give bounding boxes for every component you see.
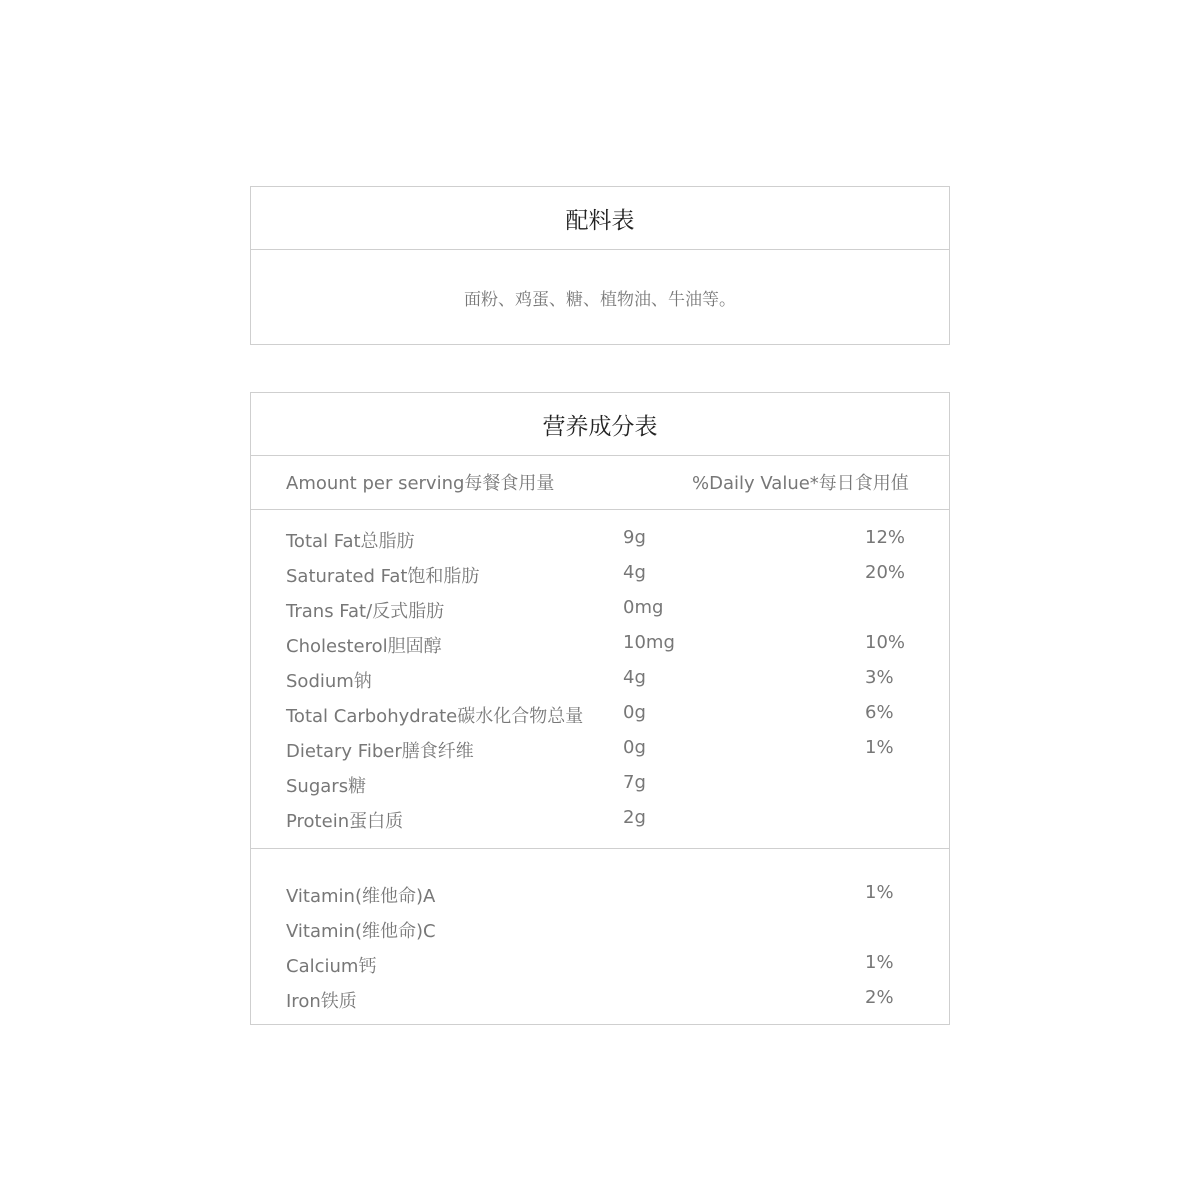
nutrient-name: Dietary Fiber膳食纤维 — [286, 741, 474, 762]
nutrients-section — [251, 510, 949, 849]
nutrient-amount: 4g — [623, 562, 646, 583]
nutrient-daily-value: 3% — [865, 667, 894, 688]
nutrient-amount: 0mg — [623, 597, 664, 618]
nutrient-amount: 2g — [623, 807, 646, 828]
nutrient-row — [251, 626, 949, 661]
vitamin-name: Vitamin(维他命)C — [286, 921, 436, 942]
vitamin-row — [251, 946, 949, 981]
nutrition-facts-table — [250, 392, 950, 1025]
vitamin-name: Vitamin(维他命)A — [286, 886, 436, 907]
nutrient-row — [251, 556, 949, 591]
nutrient-name: Saturated Fat饱和脂肪 — [286, 566, 480, 587]
nutrient-name: Protein蛋白质 — [286, 811, 404, 832]
nutrient-name: Total Fat总脂肪 — [286, 531, 415, 552]
ingredients-text: 面粉、鸡蛋、糖、植物油、牛油等。 — [464, 289, 736, 310]
nutrient-name: Sodium钠 — [286, 671, 372, 692]
nutrient-row — [251, 696, 949, 731]
nutrient-amount: 0g — [623, 737, 646, 758]
nutrient-daily-value: 6% — [865, 702, 894, 723]
nutrient-name: Sugars糖 — [286, 776, 367, 797]
nutrient-daily-value: 1% — [865, 737, 894, 758]
nutrient-row — [251, 766, 949, 801]
vitamin-row — [251, 981, 949, 1016]
nutrient-amount: 7g — [623, 772, 646, 793]
nutrient-amount: 0g — [623, 702, 646, 723]
vitamins-section — [251, 849, 949, 1024]
vitamin-name: Iron铁质 — [286, 991, 357, 1012]
vitamin-row — [251, 911, 949, 946]
vitamin-daily-value: 1% — [865, 882, 894, 903]
daily-value-header: %Daily Value*每日食用值 — [692, 473, 909, 494]
nutrient-name: Trans Fat/反式脂肪 — [286, 601, 445, 622]
vitamin-daily-value: 2% — [865, 987, 894, 1008]
nutrient-amount: 9g — [623, 527, 646, 548]
nutrient-row — [251, 521, 949, 556]
nutrient-daily-value: 20% — [865, 562, 906, 583]
nutrient-row — [251, 591, 949, 626]
vitamin-daily-value: 1% — [865, 952, 894, 973]
nutrient-row — [251, 801, 949, 836]
nutrient-name: Total Carbohydrate碳水化合物总量 — [286, 706, 584, 727]
ingredients-title: 配料表 — [251, 187, 949, 250]
nutrient-name: Cholesterol胆固醇 — [286, 636, 442, 657]
vitamin-row — [251, 876, 949, 911]
nutrition-title: 营养成分表 — [251, 393, 949, 456]
nutrient-daily-value: 10% — [865, 632, 906, 653]
nutrient-amount: 10mg — [623, 632, 675, 653]
vitamin-name: Calcium钙 — [286, 956, 377, 977]
nutrient-daily-value: 12% — [865, 527, 906, 548]
nutrient-row — [251, 731, 949, 766]
amount-per-serving-header: Amount per serving每餐食用量 — [286, 473, 555, 494]
nutrient-row — [251, 661, 949, 696]
ingredients-table — [250, 186, 950, 345]
nutrition-header-row — [251, 456, 949, 510]
nutrient-amount: 4g — [623, 667, 646, 688]
